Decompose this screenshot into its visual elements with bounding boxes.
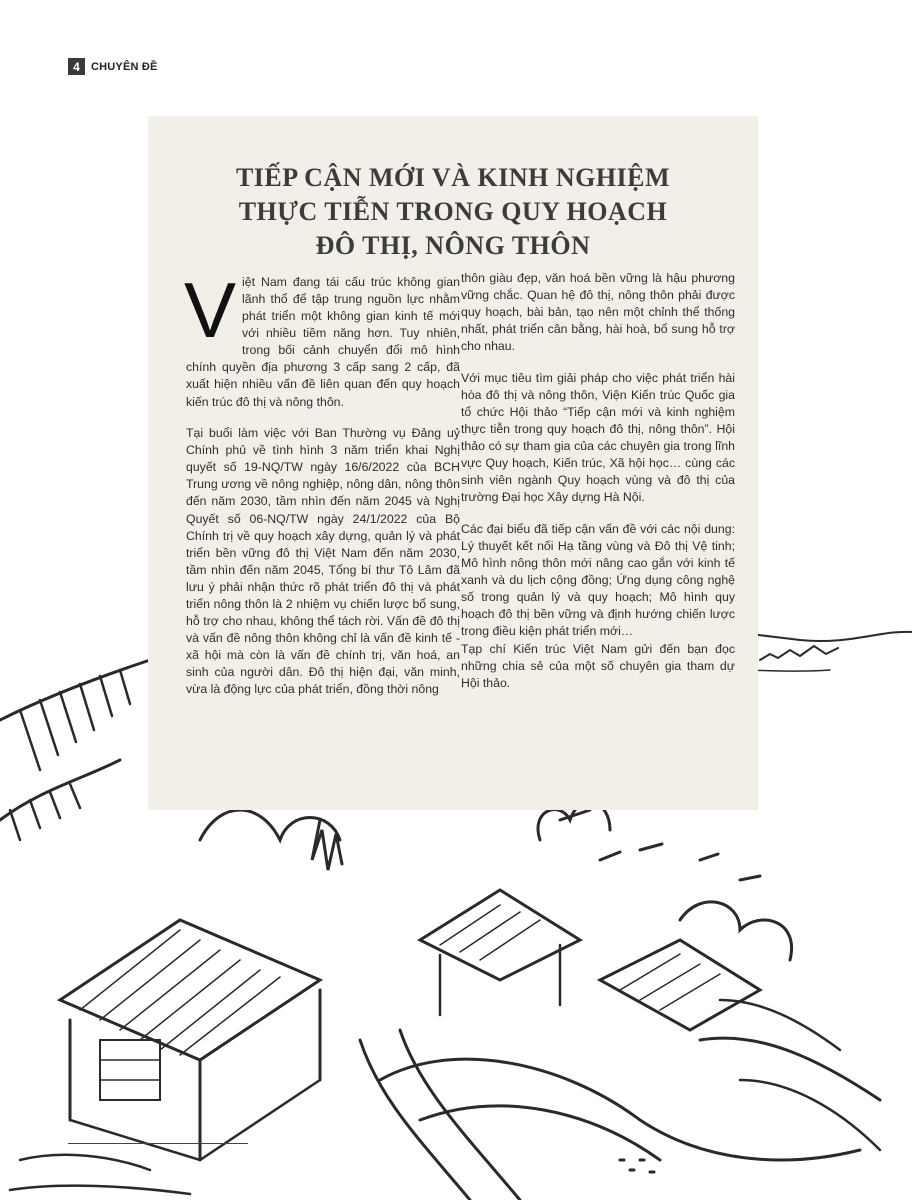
- intro-text: iệt Nam đang tái cấu trúc không gian lãnh thổ để tập trung nguồn lực nhằm phát triển một không gian kinh tế mới với nhiều tiềm năng hơn. Tuy nhiên, trong bối cảnh chuyển đổi mô hình chính quyền địa phương 3 cấp sang 2 cấp, đã xuất hiện nhiều vấn đề liên quan đến quy hoạch kiến trúc đô thị và nông thôn.: [186, 275, 460, 409]
- article-panel: [148, 116, 758, 810]
- title-line-3: ĐÔ THỊ, NÔNG THÔN: [315, 230, 591, 260]
- page-header: [68, 58, 158, 75]
- section-label: CHUYÊN ĐỀ: [91, 60, 158, 73]
- page-number-icon: 4: [68, 58, 85, 75]
- paragraph-intro: [184, 266, 460, 411]
- paragraph-3: thôn giàu đẹp, văn hoá bền vững là hậu phương vững chắc. Quan hệ đô thị, nông thôn phải được quy hoạch, bài bản, tạo nên một chỉnh thể thống nhất, phát triển cân bằng, hài hoà, bổ sung hỗ trợ cho nhau.: [461, 271, 735, 354]
- drop-cap: V: [184, 266, 237, 354]
- title-line-1: TIẾP CẬN MỚI VÀ KINH NGHIỆM: [235, 163, 671, 192]
- paragraph-6: Tạp chí Kiến trúc Việt Nam gửi đến bạn đọc những chia sẻ của một số chuyên gia tham dự Hội thảo.: [461, 641, 735, 690]
- article-column-right: [461, 270, 735, 706]
- article-title: [148, 161, 758, 262]
- footer-rule: [68, 1143, 248, 1144]
- title-line-2: THỰC TIỄN TRONG QUY HOẠCH: [238, 196, 668, 226]
- article-column-left: [184, 266, 460, 713]
- paragraph-5: Các đại biểu đã tiếp cận vấn đề với các nội dung: Lý thuyết kết nối Hạ tầng vùng và Đô thị Vệ tinh; Mô hình nông thôn mới nâng cao gắn với kinh tế xanh và du lịch cộng đồng; Ứng dụng công nghệ số trong quản lý và quy hoạch; Mô hình quy hoạch đô thị bền vững và định hướng chiến lược trong điều kiện phát triển mới…: [461, 522, 735, 639]
- paragraph-2: Tại buổi làm việc với Ban Thường vụ Đảng uỷ Chính phủ về tình hình 3 năm triển khai Nghị quyết số 19-NQ/TW ngày 16/6/2022 của BCH Trung ương về nông nghiệp, nông dân, nông thôn đến năm 2030, tầm nhìn đến năm 2045 và Nghị Quyết số 06-NQ/TW ngày 24/1/2022 của Bộ Chính trị về quy hoạch xây dựng, quản lý và phát triển bền vững đô thị Việt Nam đến năm 2030, tầm nhìn đến năm 2045, Tổng bí thư Tô Lâm đã lưu ý phải nhận thức rõ phát triển đô thị và phát triển nông thôn là 2 nhiệm vụ chiến lược bổ sung, hỗ trợ cho nhau, không thể tách rời. Vấn đề đô thị và vấn đề nông thôn không chỉ là vấn đề kinh tế - xã hội mà còn là vấn đề chính trị, văn hoá, an sinh của người dân. Đô thị hiện đại, văn minh, vừa là động lực của phát triển, đồng thời nông: [186, 426, 460, 697]
- paragraph-4: Với mục tiêu tìm giải pháp cho việc phát triển hài hòa đô thị và nông thôn, Viện Kiến trúc Quốc gia tổ chức Hội thảo “Tiếp cận mới và kinh nghiệm thực tiễn trong quy hoạch đô thị, nông thôn”. Hội thảo có sự tham gia của các chuyên gia trong lĩnh vực Quy hoạch, Kiến trúc, Xã hội học… cùng các sinh viên ngành Quy hoạch vùng và đô thị của trường Đại học Xây dựng Hà Nội.: [461, 370, 735, 505]
